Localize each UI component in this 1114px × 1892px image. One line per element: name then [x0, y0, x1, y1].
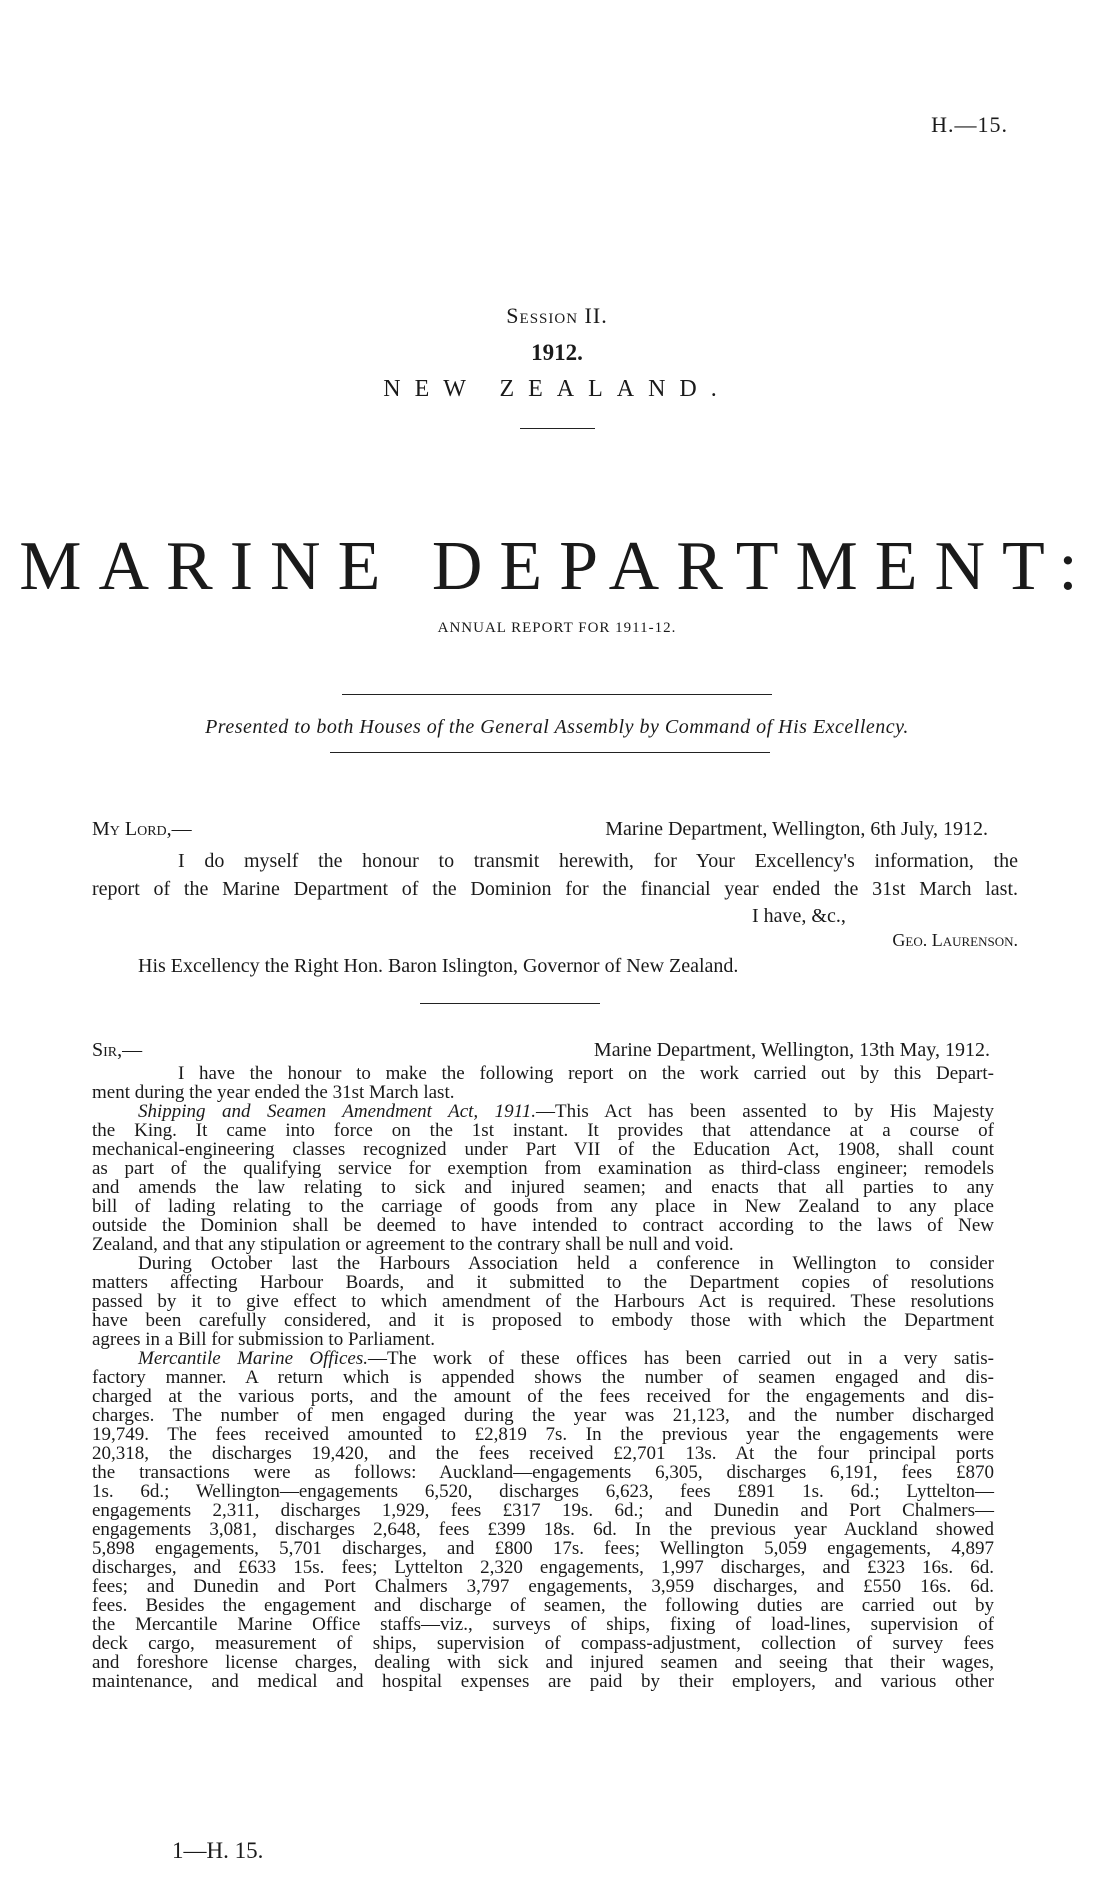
mercantile-line: the transactions were as follows: Auckland—engagements 6,305, discharges 6,191, fees £870: [92, 1462, 994, 1483]
letter2-dateline: Marine Department, Wellington, 13th May, 1912.: [593, 1039, 990, 1061]
country-label: NEW ZEALAND.: [383, 376, 731, 402]
session-label: Session II.: [506, 303, 608, 328]
mercantile-line: factory manner. A return which is appended shows the number of seamen engaged and dis-: [92, 1367, 994, 1388]
mercantile-line: 5,898 engagements, 5,701 discharges, and £800 17s. fees; Wellington 5,059 engagements, 4,897: [92, 1538, 994, 1559]
year-label: 1912.: [531, 340, 583, 365]
divider-short: [520, 428, 595, 429]
mercantile-line: deck cargo, measurement of ships, supervision of compass-adjustment, collection of survey fees: [92, 1633, 994, 1654]
mercantile-line: engagements 3,081, discharges 2,648, fees £399 18s. 6d. In the previous year Auckland showed: [92, 1519, 994, 1540]
shipping-line: as part of the qualifying service for exemption from examination as third-class engineer; remodels: [92, 1158, 994, 1179]
mercantile-line: discharges, and £633 15s. fees; Lyttelton 2,320 engagements, 1,997 discharges, and £323 16s. 6d.: [92, 1557, 994, 1578]
letter1-closing: I have, &c.,: [752, 905, 846, 927]
letter1-dateline: Marine Department, Wellington, 6th July, 1912.: [605, 818, 988, 840]
mercantile-line: charges. The number of men engaged during the year was 21,123, and the number discharged: [92, 1405, 994, 1426]
harbours-line: matters affecting Harbour Boards, and it submitted to the Department copies of resolutions: [92, 1272, 994, 1293]
mercantile-line: 19,749. The fees received amounted to £2,819 7s. In the previous year the engagements were: [92, 1424, 994, 1445]
page-title: MARINE DEPARTMENT:: [19, 528, 1095, 605]
mercantile-line: fees. Besides the engagement and discharge of seamen, the following duties are carried out by: [92, 1595, 994, 1616]
mercantile-line: the Mercantile Marine Office staffs—viz., surveys of ships, fixing of load-lines, supervision of: [92, 1614, 994, 1635]
mercantile-line: maintenance, and medical and hospital expenses are paid by their employers, and various other: [92, 1671, 994, 1692]
intro-line: ment during the year ended the 31st March last.: [92, 1082, 455, 1103]
mercantile-line: 1s. 6d.; Wellington—engagements 6,520, discharges 6,623, fees £891 1s. 6d.; Lyttelton—: [92, 1481, 994, 1502]
mercantile-first-line: [92, 1349, 994, 1368]
mercantile-heading: Mercantile Marine Offices.: [138, 1348, 368, 1369]
mercantile-line: 20,318, the discharges 19,420, and the fees received £2,701 13s. At the four principal ports: [92, 1443, 994, 1464]
letter1-salutation: My Lord,—: [92, 818, 192, 840]
shipping-line: bill of lading relating to the carriage of goods from any place in New Zealand to any place: [92, 1196, 994, 1217]
intro-line: I have the honour to make the following report on the work carried out by this Depart-: [178, 1063, 994, 1084]
mercantile-line: charged at the various ports, and the amount of the fees received for the engagements and dis-: [92, 1386, 994, 1407]
presented-statement: Presented to both Houses of the General Assembly by Command of His Excellency.: [205, 716, 909, 738]
harbours-line: have been carefully considered, and it is proposed to embody those with which the Department: [92, 1310, 994, 1331]
letter1-signature: Geo. Laurenson.: [892, 930, 1018, 950]
shipping-line: and amends the law relating to sick and injured seamen; and enacts that all parties to any: [92, 1177, 994, 1198]
signature-mark: 1—H. 15.: [172, 1838, 264, 1863]
divider-top: [342, 694, 772, 695]
divider-bottom: [330, 752, 770, 753]
shipping-line: outside the Dominion shall be deemed to have intended to contract according to the laws of New: [92, 1215, 994, 1236]
letter1-addressee: His Excellency the Right Hon. Baron Islington, Governor of New Zealand.: [138, 955, 739, 977]
shipping-line: —This Act has been assented to by His Majesty: [536, 1101, 995, 1122]
page-reference: H.—15.: [931, 112, 1008, 137]
shipping-heading: Shipping and Seamen Amendment Act, 1911.: [138, 1101, 536, 1122]
letter1-line2: report of the Marine Department of the Dominion for the financial year ended the 31st March last.: [92, 878, 1018, 900]
harbours-line: agrees in a Bill for submission to Parliament.: [92, 1329, 436, 1350]
shipping-first-line: [92, 1102, 994, 1121]
shipping-line: Zealand, and that any stipulation or agreement to the contrary shall be null and void.: [92, 1234, 734, 1255]
mercantile-line: fees; and Dunedin and Port Chalmers 3,797 engagements, 3,959 discharges, and £550 16s. 6d.: [92, 1576, 994, 1597]
shipping-line: mechanical-engineering classes recognized under Part VII of the Education Act, 1908, shall count: [92, 1139, 994, 1160]
mercantile-line: —The work of these offices has been carried out in a very satis-: [367, 1348, 994, 1369]
intro-paragraph: [92, 1064, 994, 1691]
harbours-line: passed by it to give effect to which amendment of the Harbours Act is required. These resolutions: [92, 1291, 994, 1312]
harbours-line: During October last the Harbours Association held a conference in Wellington to consider: [138, 1253, 994, 1274]
divider-letters: [420, 1003, 600, 1004]
mercantile-line: and foreshore license charges, dealing with sick and injured seamen and seeing that their wages,: [92, 1652, 994, 1673]
mercantile-line: engagements 2,311, discharges 1,929, fees £317 19s. 6d.; and Dunedin and Port Chalmers—: [92, 1500, 994, 1521]
report-subtitle: ANNUAL REPORT FOR 1911-12.: [437, 620, 677, 636]
letter1-line1: I do myself the honour to transmit herewith, for Your Excellency's information, the: [178, 850, 1018, 872]
letter2-salutation: Sir,—: [92, 1039, 143, 1061]
shipping-line: the King. It came into force on the 1st instant. It provides that attendance at a course of: [92, 1120, 994, 1141]
